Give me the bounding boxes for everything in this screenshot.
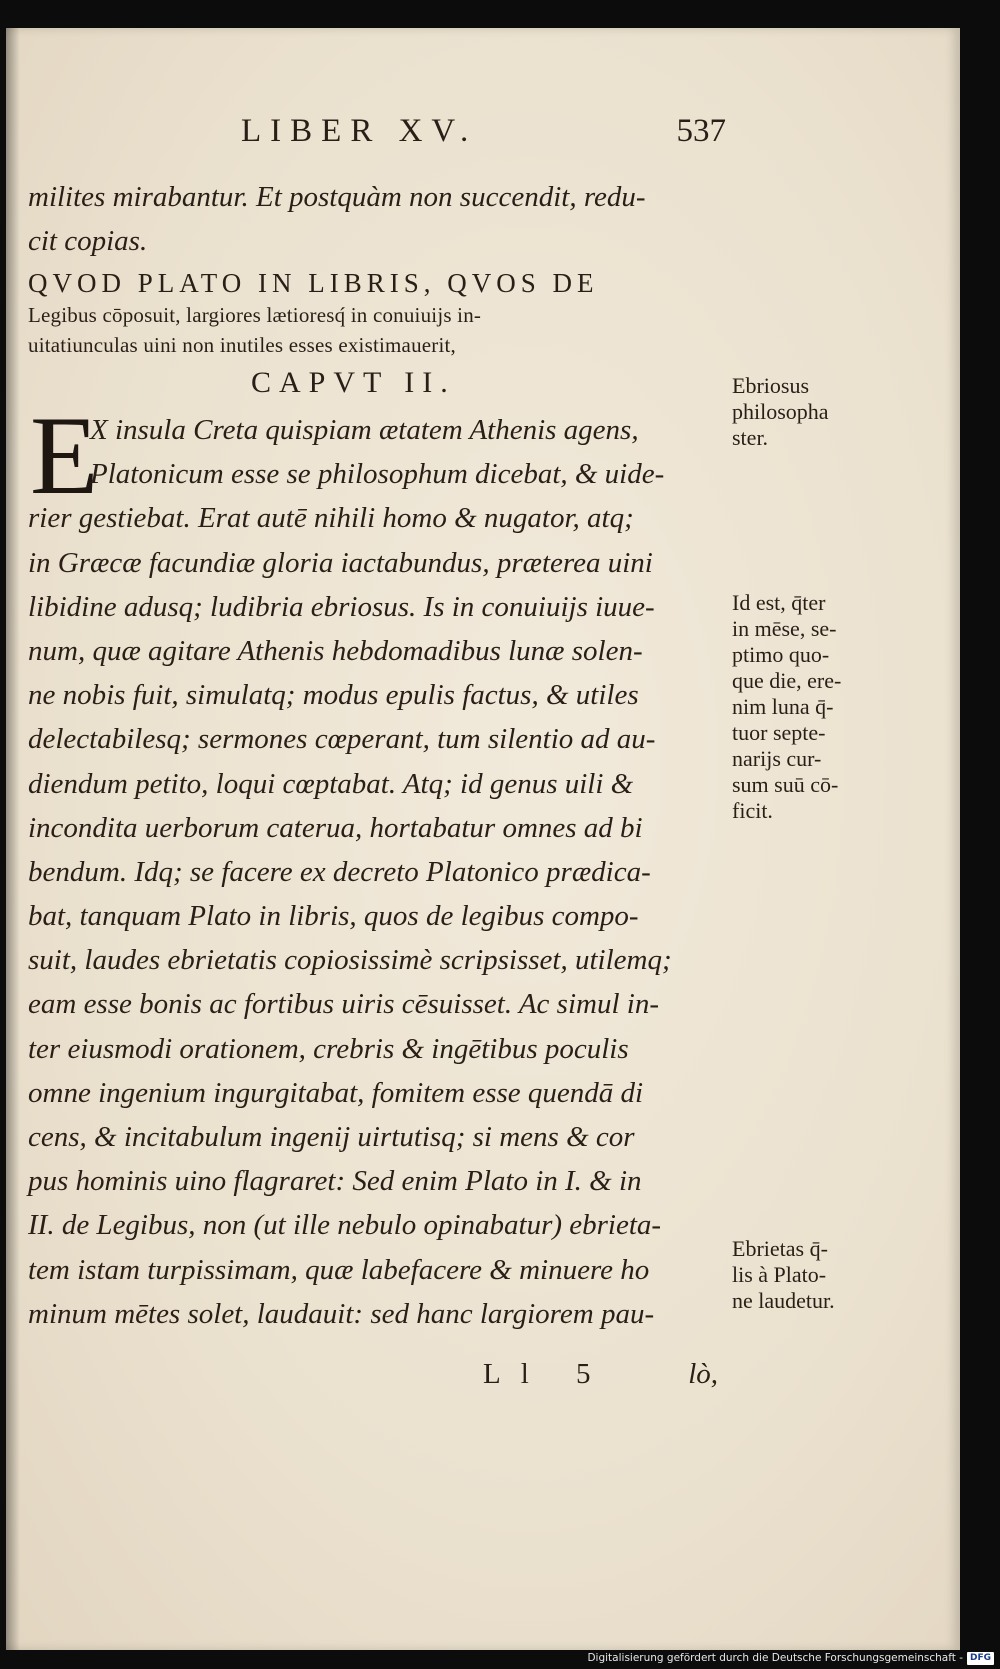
heading-line: Legibus cōposuit, largiores lætioresq́ in conuiuijs in- <box>28 303 482 327</box>
note-line: Ebriosus <box>732 373 809 398</box>
note-line: que die, ere- <box>732 668 842 693</box>
heading-line: QVOD PLATO IN LIBRIS, QVOS DE <box>28 268 599 298</box>
note-line: tuor septe- <box>732 720 826 745</box>
note-line: narijs cur- <box>732 746 822 771</box>
text-line: ne nobis fuit, simulatq; modus epulis factus, & utiles <box>28 679 639 712</box>
note-line: nim luna q̄- <box>732 694 834 719</box>
chapter-body <box>28 394 728 1336</box>
note-line: Ebrietas q̄- <box>732 1236 828 1261</box>
continued-text <box>28 176 728 263</box>
marginal-note <box>732 1236 892 1314</box>
running-head <box>26 113 726 163</box>
spine-shadow <box>6 28 20 1650</box>
catchword: lò, <box>688 1358 718 1390</box>
note-line: philosopha <box>732 399 829 424</box>
text-line: libidine adusq; ludibria ebriosus. Is in conuiuijs iuue- <box>28 590 655 623</box>
note-line: ficit. <box>732 798 773 823</box>
chapter-title: CAPVT II. <box>251 366 456 399</box>
marginal-note <box>732 590 892 824</box>
page-number: 537 <box>676 113 726 149</box>
digitization-credit <box>587 1650 994 1666</box>
drop-cap: E <box>30 394 99 518</box>
text-line: ter eiusmodi orationem, crebris & ingētibus poculis <box>28 1032 629 1065</box>
text-line: minum mētes solet, laudauit: sed hanc largiorem pau- <box>28 1297 655 1330</box>
signature-mark: Ll 5 <box>483 1358 611 1390</box>
note-line: sum suū cō- <box>732 772 839 797</box>
text-line: pus hominis uino flagraret: Sed enim Plato in I. & in <box>28 1165 642 1198</box>
text-line: Platonicum esse se philosophum dicebat, & uide- <box>90 458 665 491</box>
text-line: diendum petito, loqui cœptabat. Atq; id genus uili & <box>28 767 634 800</box>
note-line: ptimo quo- <box>732 642 830 667</box>
text-line: suit, laudes ebrietatis copiosissimè scripsisset, utilemq; <box>28 944 672 977</box>
text-line: tem istam turpissimam, quæ labefacere & minuere ho <box>28 1253 650 1286</box>
note-line: ne laudetur. <box>732 1288 835 1313</box>
credit-text: Digitalisierung gefördert durch die Deutsche Forschungsgemeinschaft - <box>587 1652 963 1664</box>
note-line: lis à Plato- <box>732 1262 827 1287</box>
text-line: delectabilesq; sermones cœperant, tum silentio ad au- <box>28 723 656 756</box>
book-page <box>6 28 960 1650</box>
text-line: cens, & incitabulum ingenij uirtutisq; si mens & cor <box>28 1121 635 1153</box>
text-line: milites mirabantur. Et postquàm non succendit, redu- <box>28 181 646 213</box>
text-line: bat, tanquam Plato in libris, quos de legibus compo- <box>28 900 639 933</box>
chapter-heading <box>28 266 728 360</box>
marginal-note <box>732 373 892 451</box>
text-line: incondita uerborum caterua, hortabatur omnes ad bi <box>28 811 643 844</box>
dfg-logo: DFG <box>967 1652 994 1665</box>
running-head-title: LIBER XV. <box>241 113 478 149</box>
text-line: rier gestiebat. Erat autē nihili homo & nugator, atq; <box>28 502 634 535</box>
text-line: bendum. Idq; se facere ex decreto Platonico prædica- <box>28 855 651 888</box>
text-line: X insula Creta quispiam ætatem Athenis agens, <box>90 414 639 446</box>
text-line: in Græcæ facundiæ gloria iactabundus, præterea uini <box>28 546 653 579</box>
note-line: in mēse, se- <box>732 616 837 641</box>
text-line: II. de Legibus, non (ut ille nebulo opinabatur) ebrieta- <box>28 1209 662 1242</box>
heading-line: uitatiunculas uini non inutiles esses existimauerit, <box>28 333 457 357</box>
note-line: Id est, q̄ter <box>732 590 826 615</box>
page-foot <box>28 1358 728 1398</box>
note-line: ster. <box>732 425 769 450</box>
text-line: num, quæ agitare Athenis hebdomadibus lunæ solen- <box>28 634 643 667</box>
text-line: cit copias. <box>28 224 148 257</box>
text-line: eam esse bonis ac fortibus uiris cēsuisset. Ac simul in- <box>28 988 659 1021</box>
text-line: omne ingenium ingurgitabat, fomitem esse quendā di <box>28 1076 644 1109</box>
